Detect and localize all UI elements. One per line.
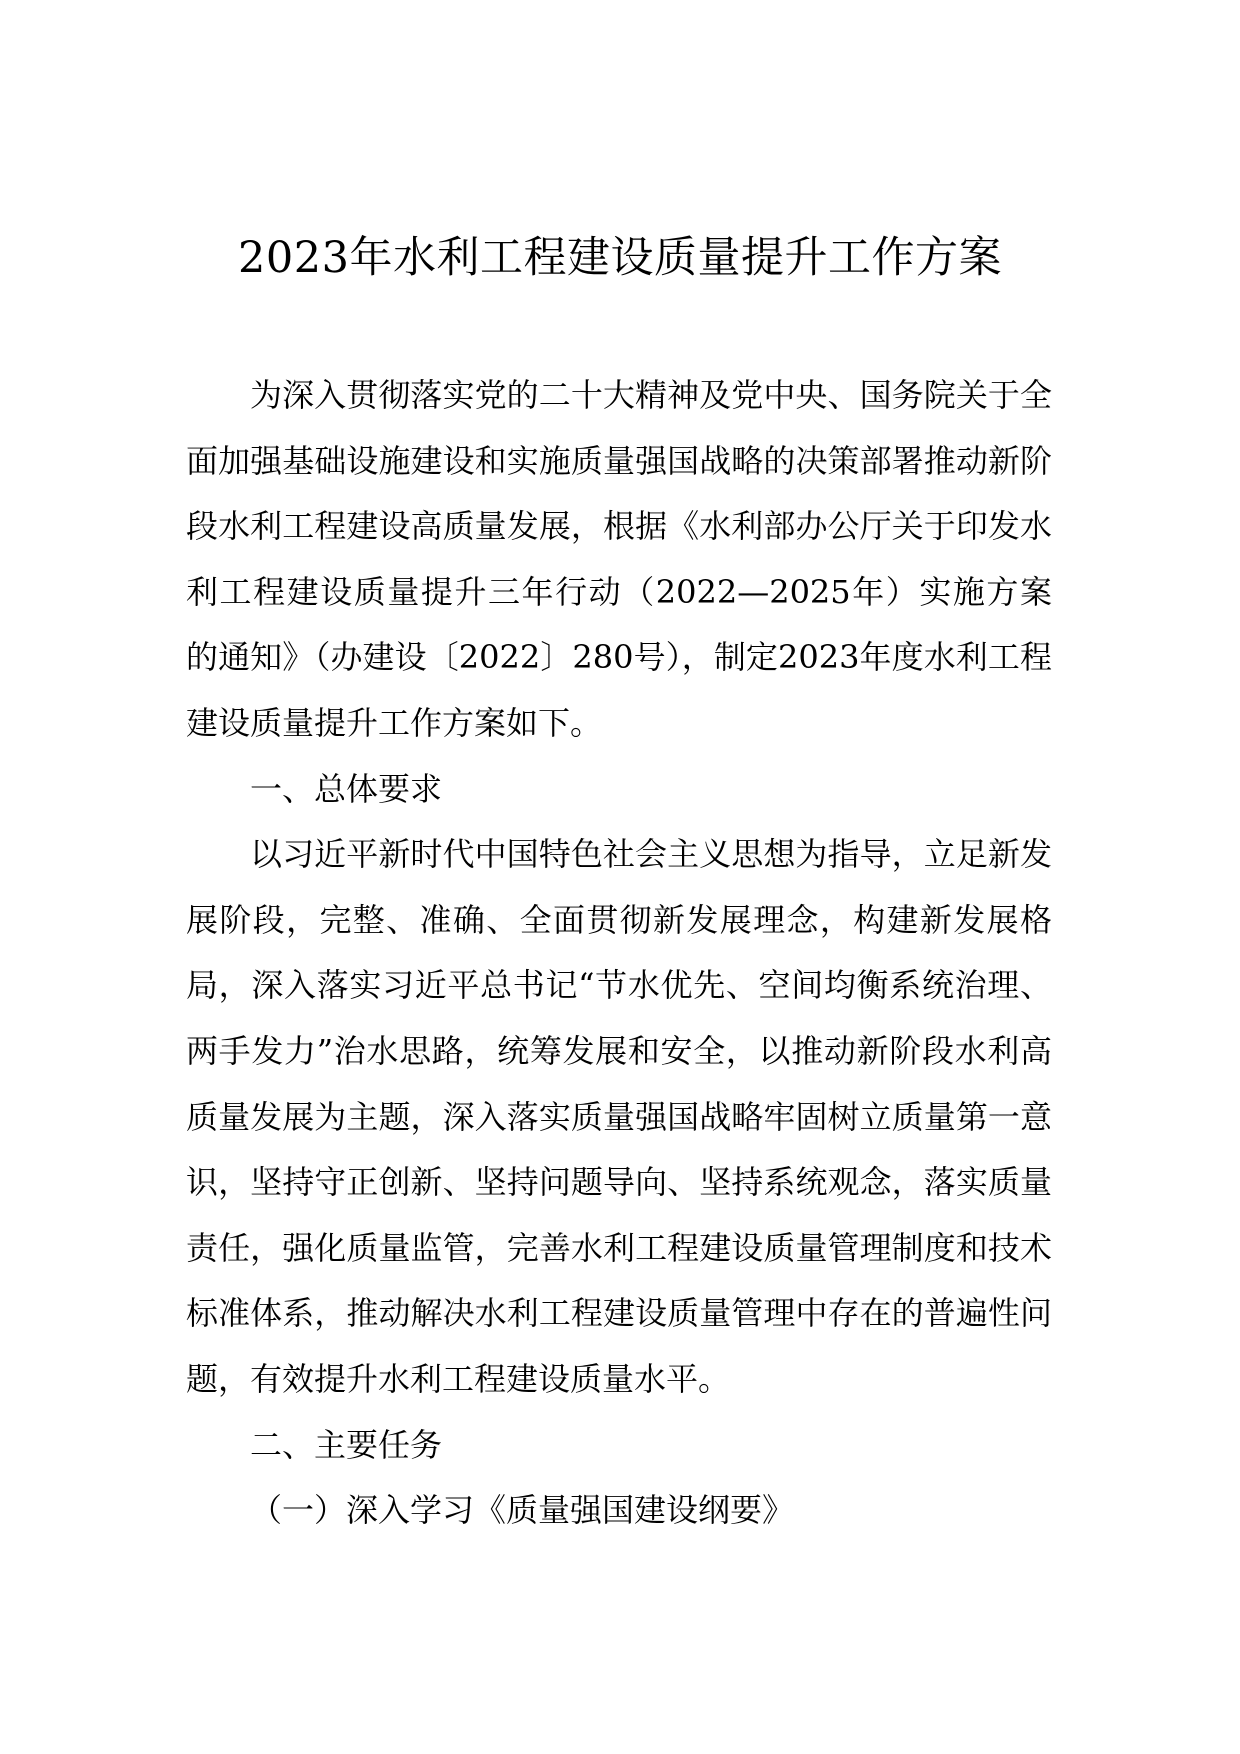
overall-requirements-paragraph: 以习近平新时代中国特色社会主义思想为指导，立足新发展阶段，完整、准确、全面贯彻新发展理念，构建新发展格局，深入落实习近平总书记“节水优先、空间均衡系统治理、两手发力”治水思路，统筹发展和安全，以推动新阶段水利高质量发展为主题，深入落实质量强国战略牢固树立质量第一意识，坚持守正创新、坚持问题导向、坚持系统观念，落实质量责任，强化质量监管，完善水利工程建设质量管理制度和技术标准体系，推动解决水利工程建设质量管理中存在的普遍性问题，有效提升水利工程建设质量水平。: [186, 835, 1052, 1398]
section-heading-overall-requirements: 一、总体要求: [250, 769, 443, 808]
document-body: [186, 363, 1052, 1544]
subsection-heading-study-outline: （一）深入学习《质量强国建设纲要》: [250, 1491, 795, 1530]
document-title: 2023年水利工程建设质量提升工作方案: [238, 233, 1002, 283]
intro-paragraph: 为深入贯彻落实党的二十大精神及党中央、国务院关于全面加强基础设施建设和实施质量强国战略的决策部署推动新阶段水利工程建设高质量发展，根据《水利部办公厅关于印发水利工程建设质量提升三年行动（2022—2025年）实施方案的通知》（办建设〔2022〕280号），制定2023年度水利工程建设质量提升工作方案如下。: [186, 376, 1052, 742]
section-heading-main-tasks: 二、主要任务: [250, 1425, 443, 1464]
